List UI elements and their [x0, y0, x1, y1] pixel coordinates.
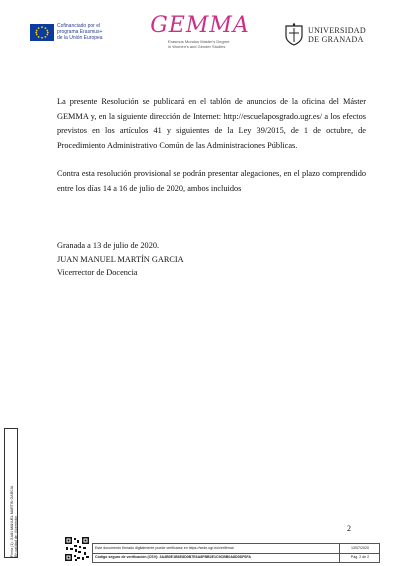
allegations-paragraph: Contra esta resolución provisional se podrán presentar alegaciones, en el plazo comprendido entre los días 14 a 16 de julio de 2020, ambos incluidos	[57, 169, 366, 193]
publication-paragraph: La presente Resolución se publicará en el tablón de anuncios de la oficina del Máster GEMMA y, en la siguiente dirección de Internet: http://escuelaposgrado.ugr.es/ a los efectos previstos en los artículos 41 y siguientes de la Ley 39/2015, de 1 de octubre, de Procedimiento Administrativo Común de las Administraciones Públicas.	[57, 97, 366, 150]
signer-name: JUAN MANUEL MARTÍN GARCIA	[57, 255, 184, 264]
qr-code-icon	[64, 536, 90, 562]
ugr-logo	[284, 22, 378, 48]
gemma-subtitle-line: Erasmus Mundus Master's Degree	[168, 39, 230, 44]
gemma-subtitle-line: in Women's and Gender Studies	[168, 44, 226, 49]
footer-page-count: Pág. 2 de 2	[339, 553, 380, 562]
eu-text-line: programa Erasmus+	[57, 29, 103, 35]
footer-date: 13/07/2020	[339, 544, 380, 553]
ugr-seal-icon	[284, 23, 304, 47]
side-stamp-line: En calidad de: Vicerrector	[14, 515, 19, 557]
verification-footer	[92, 543, 380, 563]
gemma-logo	[148, 13, 252, 49]
footer-csv-text: Código seguro de verificación (CSV): 3A4B0E1B6E8D0B7E6A8FBB2E1C9CBB0A8D0DF6FA	[95, 555, 251, 559]
signature-side-stamp	[4, 428, 18, 558]
gemma-wordmark: GEMMA	[150, 13, 250, 38]
eu-text-line: Cofinanciado por el	[57, 23, 101, 29]
page-number: 2	[347, 524, 351, 533]
side-stamp-line: Firma (1): JUAN MANUEL MARTIN GARCIA	[10, 485, 14, 557]
eu-erasmus-logo	[30, 20, 114, 44]
eu-flag-icon	[30, 24, 54, 41]
ugr-text-line: UNIVERSIDAD	[308, 26, 366, 35]
eu-text-line: de la Unión Europea	[57, 35, 103, 41]
footer-verification-text: Este documento firmado digitalmente puede verificarse en https://sede.ugr.es/verifirma/	[95, 546, 234, 550]
date-line: Granada a 13 de julio de 2020.	[57, 241, 160, 250]
ugr-text-line: DE GRANADA	[308, 35, 364, 44]
signer-title: Vicerrector de Docencia	[57, 268, 138, 277]
